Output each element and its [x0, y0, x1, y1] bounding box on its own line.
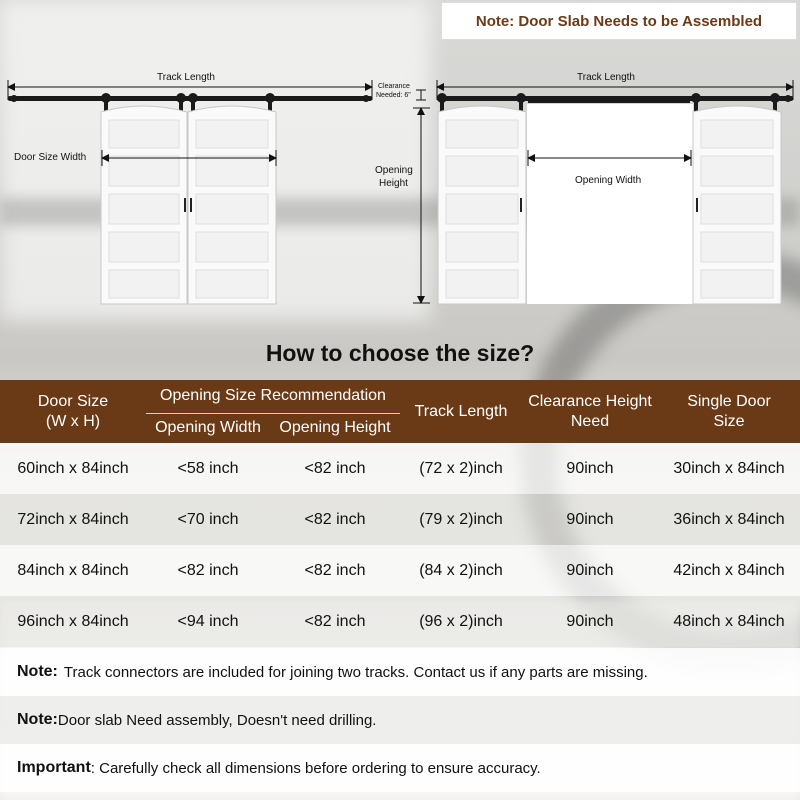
- left-door-2: [188, 106, 276, 304]
- cell-clearance-height: 90inch: [522, 494, 658, 545]
- cell-single-door-size: 30inch x 84inch: [658, 443, 800, 494]
- door-size-width-label: Door Size Width: [14, 152, 87, 163]
- cell-track-length: (84 x 2)inch: [400, 545, 522, 596]
- note-assembly: [0, 696, 800, 744]
- note-label: Note:: [17, 711, 58, 728]
- cell-door-size: 72inch x 84inch: [0, 494, 146, 545]
- assembly-banner-text: Note: Door Slab Needs to be Assembled: [475, 12, 763, 30]
- cell-single-door-size: 42inch x 84inch: [658, 545, 800, 596]
- cell-opening-width: <82 inch: [146, 545, 270, 596]
- cell-opening-height: <82 inch: [270, 494, 400, 545]
- note-label: Note:: [17, 663, 58, 680]
- cell-track-length: (72 x 2)inch: [400, 443, 522, 494]
- header-opening-width: Opening Width: [146, 413, 270, 443]
- left-door-1: [101, 106, 187, 304]
- important-text: : Carefully check all dimensions before ordering to ensure accuracy.: [90, 759, 541, 777]
- page-title: How to choose the size?: [265, 340, 535, 366]
- assembly-banner: [441, 2, 797, 40]
- cell-track-length: (79 x 2)inch: [400, 494, 522, 545]
- cell-door-size: 60inch x 84inch: [0, 443, 146, 494]
- notes-section: [0, 648, 800, 792]
- cell-single-door-size: 36inch x 84inch: [658, 494, 800, 545]
- cell-opening-height: <82 inch: [270, 596, 400, 647]
- header-door-size: Door Size (W x H): [0, 380, 146, 443]
- door-diagrams: [0, 60, 800, 310]
- right-track-length-label: Track Length: [577, 72, 635, 83]
- right-door-right: [693, 106, 781, 304]
- left-diagram: [8, 80, 372, 304]
- header-track-length: Track Length: [400, 380, 522, 443]
- right-diagram: [413, 80, 793, 304]
- door-opening: [527, 104, 693, 304]
- cell-opening-width: <58 inch: [146, 443, 270, 494]
- left-track-length-label: Track Length: [157, 72, 215, 83]
- right-door-left: [438, 106, 526, 304]
- opening-height-label-line1: Opening: [375, 165, 413, 176]
- cell-single-door-size: 48inch x 84inch: [658, 596, 800, 647]
- opening-width-label: Opening Width: [575, 175, 642, 186]
- cell-opening-height: <82 inch: [270, 545, 400, 596]
- note-text: Door slab Need assembly, Doesn't need drilling.: [57, 711, 377, 729]
- cell-opening-width: <94 inch: [146, 596, 270, 647]
- table-row: [0, 596, 800, 647]
- note-important: [0, 744, 800, 792]
- header-single-door-size: Single Door Size: [658, 380, 800, 443]
- cell-opening-height: <82 inch: [270, 443, 400, 494]
- header-clearance-height: Clearance Height Need: [522, 380, 658, 443]
- cell-clearance-height: 90inch: [522, 443, 658, 494]
- cell-clearance-height: 90inch: [522, 545, 658, 596]
- note-text: Track connectors are included for joining two tracks. Contact us if any parts are missing.: [63, 663, 648, 681]
- opening-height-label-line2: Height: [379, 178, 408, 189]
- header-opening-group: Opening Size Recommendation: [146, 380, 400, 413]
- cell-clearance-height: 90inch: [522, 596, 658, 647]
- header-opening-height: Opening Height: [270, 413, 400, 443]
- cell-door-size: 96inch x 84inch: [0, 596, 146, 647]
- cell-door-size: 84inch x 84inch: [0, 545, 146, 596]
- note-track-connectors: [0, 648, 800, 696]
- important-label: Important: [17, 759, 91, 776]
- size-table: [0, 380, 800, 647]
- table-row: [0, 545, 800, 596]
- clearance-label-line1: Clearance: [378, 83, 410, 90]
- cell-track-length: (96 x 2)inch: [400, 596, 522, 647]
- clearance-label-line2: Needed: 6": [376, 92, 411, 99]
- cell-opening-width: <70 inch: [146, 494, 270, 545]
- table-row: [0, 494, 800, 545]
- right-track-rail: [437, 96, 793, 101]
- table-row: [0, 443, 800, 494]
